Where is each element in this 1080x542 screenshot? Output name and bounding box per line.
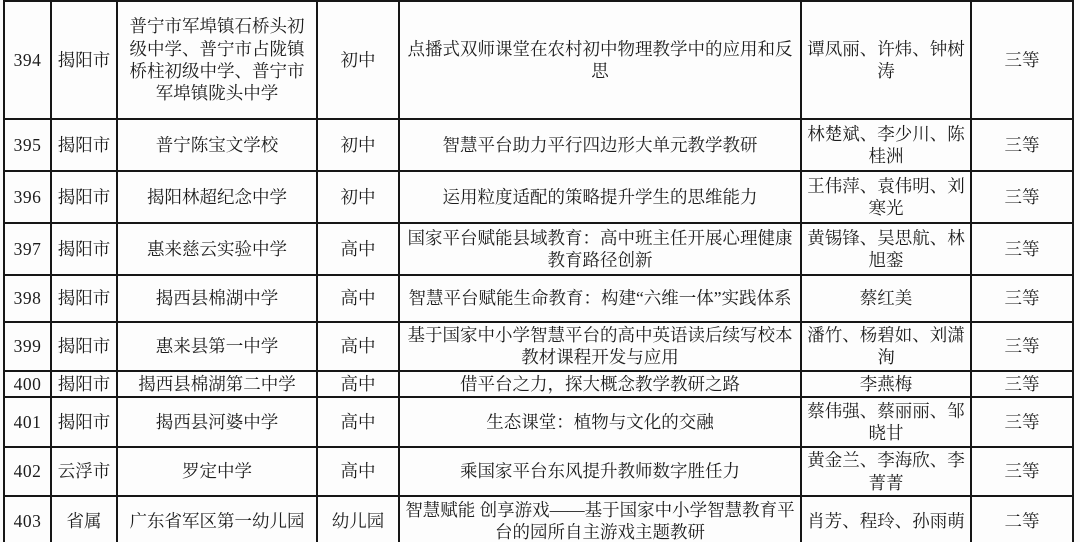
cell-city: 揭阳市	[51, 171, 117, 223]
cell-authors: 肖芳、程玲、孙雨萌	[801, 496, 971, 542]
cell-school-stage: 高中	[317, 223, 399, 275]
cell-city: 揭阳市	[51, 397, 117, 447]
cell-authors: 王伟萍、袁伟明、刘寒光	[801, 171, 971, 223]
cell-project-title: 基于国家中小学智慧平台的高中英语读后续写校本教材课程开发与应用	[399, 322, 801, 371]
cell-serial-number: 400	[4, 371, 51, 397]
cell-serial-number: 398	[4, 275, 51, 322]
cell-authors: 潘竹、杨碧如、刘潇洵	[801, 322, 971, 371]
cell-project-title: 智慧平台赋能生命教育：构建“六维一体”实践体系	[399, 275, 801, 322]
cell-award-level: 三等	[971, 322, 1073, 371]
cell-project-title: 借平台之力，探大概念教学教研之路	[399, 371, 801, 397]
cell-city: 揭阳市	[51, 119, 117, 171]
cell-serial-number: 395	[4, 119, 51, 171]
cell-authors: 李燕梅	[801, 371, 971, 397]
cell-project-title: 智慧赋能 创享游戏——基于国家中小学智慧教育平台的园所自主游戏主题教研	[399, 496, 801, 542]
table-row	[4, 1, 1073, 119]
cell-school-stage: 高中	[317, 275, 399, 322]
cell-school-name: 惠来慈云实验中学	[117, 223, 317, 275]
table-row	[4, 447, 1073, 496]
cell-project-title: 点播式双师课堂在农村初中物理教学中的应用和反思	[399, 1, 801, 119]
table-row	[4, 397, 1073, 447]
cell-city: 揭阳市	[51, 1, 117, 119]
cell-project-title: 国家平台赋能县域教育：高中班主任开展心理健康教育路径创新	[399, 223, 801, 275]
table-row	[4, 275, 1073, 322]
cell-authors: 黄金兰、李海欣、李菁菁	[801, 447, 971, 496]
table-row	[4, 371, 1073, 397]
cell-school-name: 揭西县棉湖中学	[117, 275, 317, 322]
cell-city: 揭阳市	[51, 275, 117, 322]
cell-city: 云浮市	[51, 447, 117, 496]
cell-city: 省属	[51, 496, 117, 542]
cell-serial-number: 396	[4, 171, 51, 223]
table-row	[4, 496, 1073, 542]
cell-authors: 蔡红美	[801, 275, 971, 322]
cell-serial-number: 399	[4, 322, 51, 371]
table-row	[4, 119, 1073, 171]
cell-project-title: 智慧平台助力平行四边形大单元教学教研	[399, 119, 801, 171]
cell-authors: 谭凤丽、许炜、钟树涛	[801, 1, 971, 119]
cell-school-name: 惠来县第一中学	[117, 322, 317, 371]
cell-school-stage: 初中	[317, 1, 399, 119]
cell-school-stage: 高中	[317, 371, 399, 397]
table-row	[4, 322, 1073, 371]
cell-city: 揭阳市	[51, 223, 117, 275]
cell-award-level: 二等	[971, 496, 1073, 542]
cell-school-stage: 初中	[317, 171, 399, 223]
cell-award-level: 三等	[971, 119, 1073, 171]
table-row	[4, 171, 1073, 223]
cell-serial-number: 401	[4, 397, 51, 447]
cell-school-name: 普宁陈宝文学校	[117, 119, 317, 171]
cell-authors: 林楚斌、李少川、陈桂洲	[801, 119, 971, 171]
cell-city: 揭阳市	[51, 322, 117, 371]
cell-serial-number: 394	[4, 1, 51, 119]
cell-school-stage: 高中	[317, 322, 399, 371]
table-row	[4, 223, 1073, 275]
cell-school-stage: 高中	[317, 447, 399, 496]
cell-school-stage: 高中	[317, 397, 399, 447]
cell-school-name: 揭西县河婆中学	[117, 397, 317, 447]
cell-project-title: 乘国家平台东风提升教师数字胜任力	[399, 447, 801, 496]
cell-school-name: 罗定中学	[117, 447, 317, 496]
cell-award-level: 三等	[971, 223, 1073, 275]
cell-authors: 蔡伟强、蔡丽丽、邹晓甘	[801, 397, 971, 447]
cell-project-title: 生态课堂：植物与文化的交融	[399, 397, 801, 447]
cell-school-stage: 幼儿园	[317, 496, 399, 542]
cell-serial-number: 402	[4, 447, 51, 496]
cell-serial-number: 397	[4, 223, 51, 275]
cell-city: 揭阳市	[51, 371, 117, 397]
cell-award-level: 三等	[971, 275, 1073, 322]
cell-project-title: 运用粒度适配的策略提升学生的思维能力	[399, 171, 801, 223]
cell-award-level: 三等	[971, 171, 1073, 223]
cell-award-level: 三等	[971, 371, 1073, 397]
cell-authors: 黄锡锋、吴思航、林旭銮	[801, 223, 971, 275]
cell-school-name: 广东省军区第一幼儿园	[117, 496, 317, 542]
cell-award-level: 三等	[971, 1, 1073, 119]
cell-school-name: 普宁市军埠镇石桥头初级中学、普宁市占陇镇桥柱初级中学、普宁市军埠镇陇头中学	[117, 1, 317, 119]
cell-serial-number: 403	[4, 496, 51, 542]
cell-school-name: 揭阳林超纪念中学	[117, 171, 317, 223]
cell-award-level: 三等	[971, 397, 1073, 447]
cell-school-stage: 初中	[317, 119, 399, 171]
award-table	[3, 0, 1074, 542]
cell-award-level: 三等	[971, 447, 1073, 496]
cell-school-name: 揭西县棉湖第二中学	[117, 371, 317, 397]
